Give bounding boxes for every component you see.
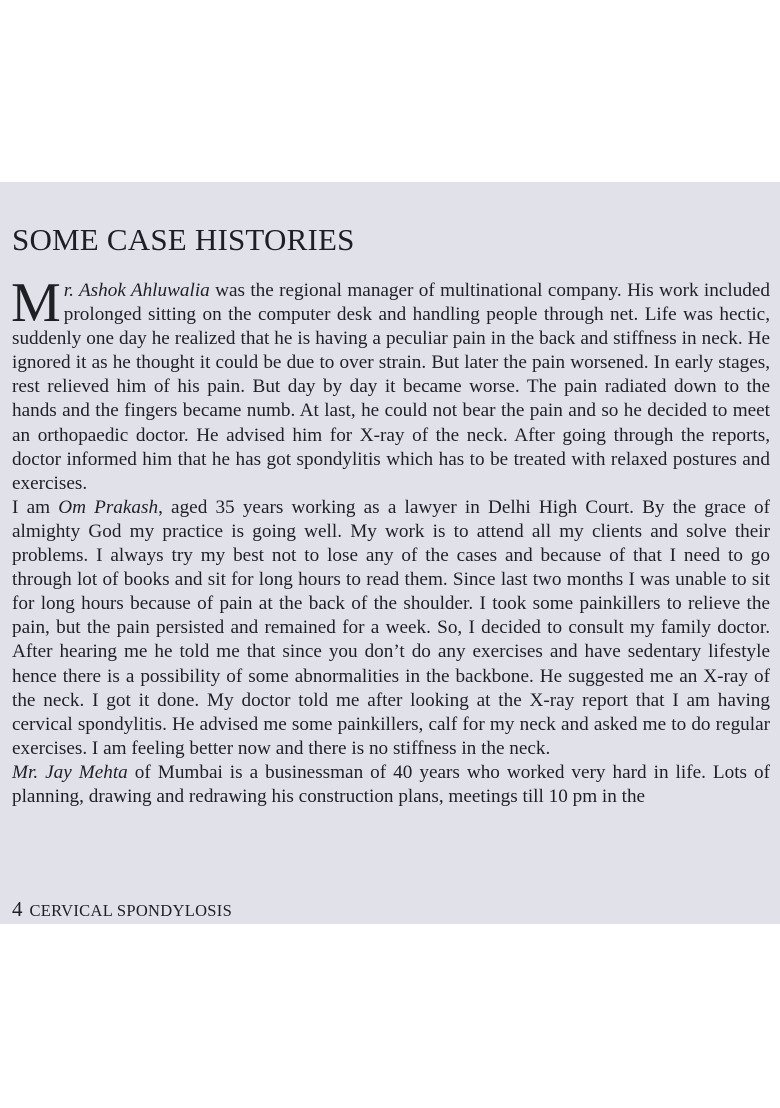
patient-name: r. Ashok Ahluwalia bbox=[63, 280, 210, 301]
case-history-paragraph-2 bbox=[12, 496, 770, 761]
book-page bbox=[0, 182, 780, 924]
case-history-paragraph-3 bbox=[12, 761, 770, 809]
paragraph-lead: I am bbox=[12, 496, 59, 518]
patient-name: Om Prakash bbox=[58, 496, 159, 518]
paragraph-text: of Mumbai is a businessman of 40 years who worked very hard in life. Lots of planning, drawing and redrawing his construction plans, meetings till 10 pm in the bbox=[12, 761, 771, 807]
page-body bbox=[11, 272, 771, 809]
running-title: CERVICAL SPONDYLOSIS bbox=[29, 901, 233, 920]
paragraph-text: , aged 35 years working as a lawyer in Delhi High Court. By the grace of almighty God my practice is going well. My work is to attend all my clients and solve their problems. I always try my best not to lose any of the cases and because of that I need to go through lot of books and sit for long hours to read them. Since last two months I was unable to sit for long hours because of pain at the back of the shoulder. I took some painkillers to relieve the pain, but the pain persisted and remained for a week. So, I decided to consult my family doctor. After hearing me he told me that since you don’t do any exercises and have sedentary lifestyle hence there is a possibility of some abnormalities in the backbone. He suggested me an X-ray of the neck. I got it done. My doctor told me after looking at the X-ray report that I am having cervical spondylitis. He advised me some painkillers, calf for my neck and asked me to do regular exercises. I am feeling better now and there is no stiffness in the neck. bbox=[12, 496, 770, 759]
patient-name: Mr. Jay Mehta bbox=[12, 761, 128, 783]
page-number: 4 bbox=[12, 897, 23, 921]
case-history-paragraph-1 bbox=[11, 272, 770, 496]
paragraph-text: was the regional manager of multinational company. His work included prolonged sitting on the computer desk and handling people through net. Life was hectic, suddenly one day he realized that he is having a peculiar pain in the back and stiffness in neck. He ignored it as he thought it could be due to over strain. But later the pain worsened. In early stages, rest relieved him of his pain. But day by day it became worse. The pain radiated down to the hands and the fingers became numb. At last, he could not bear the pain and so he decided to meet an orthopaedic doctor. He advised him for X-ray of the neck. After going through the reports, doctor informed him that he has got spondylitis which has to be treated with relaxed postures and exercises. bbox=[12, 280, 770, 494]
drop-cap: M bbox=[11, 272, 61, 334]
page-title: SOME CASE HISTORIES bbox=[12, 222, 355, 257]
page-footer bbox=[12, 897, 232, 922]
